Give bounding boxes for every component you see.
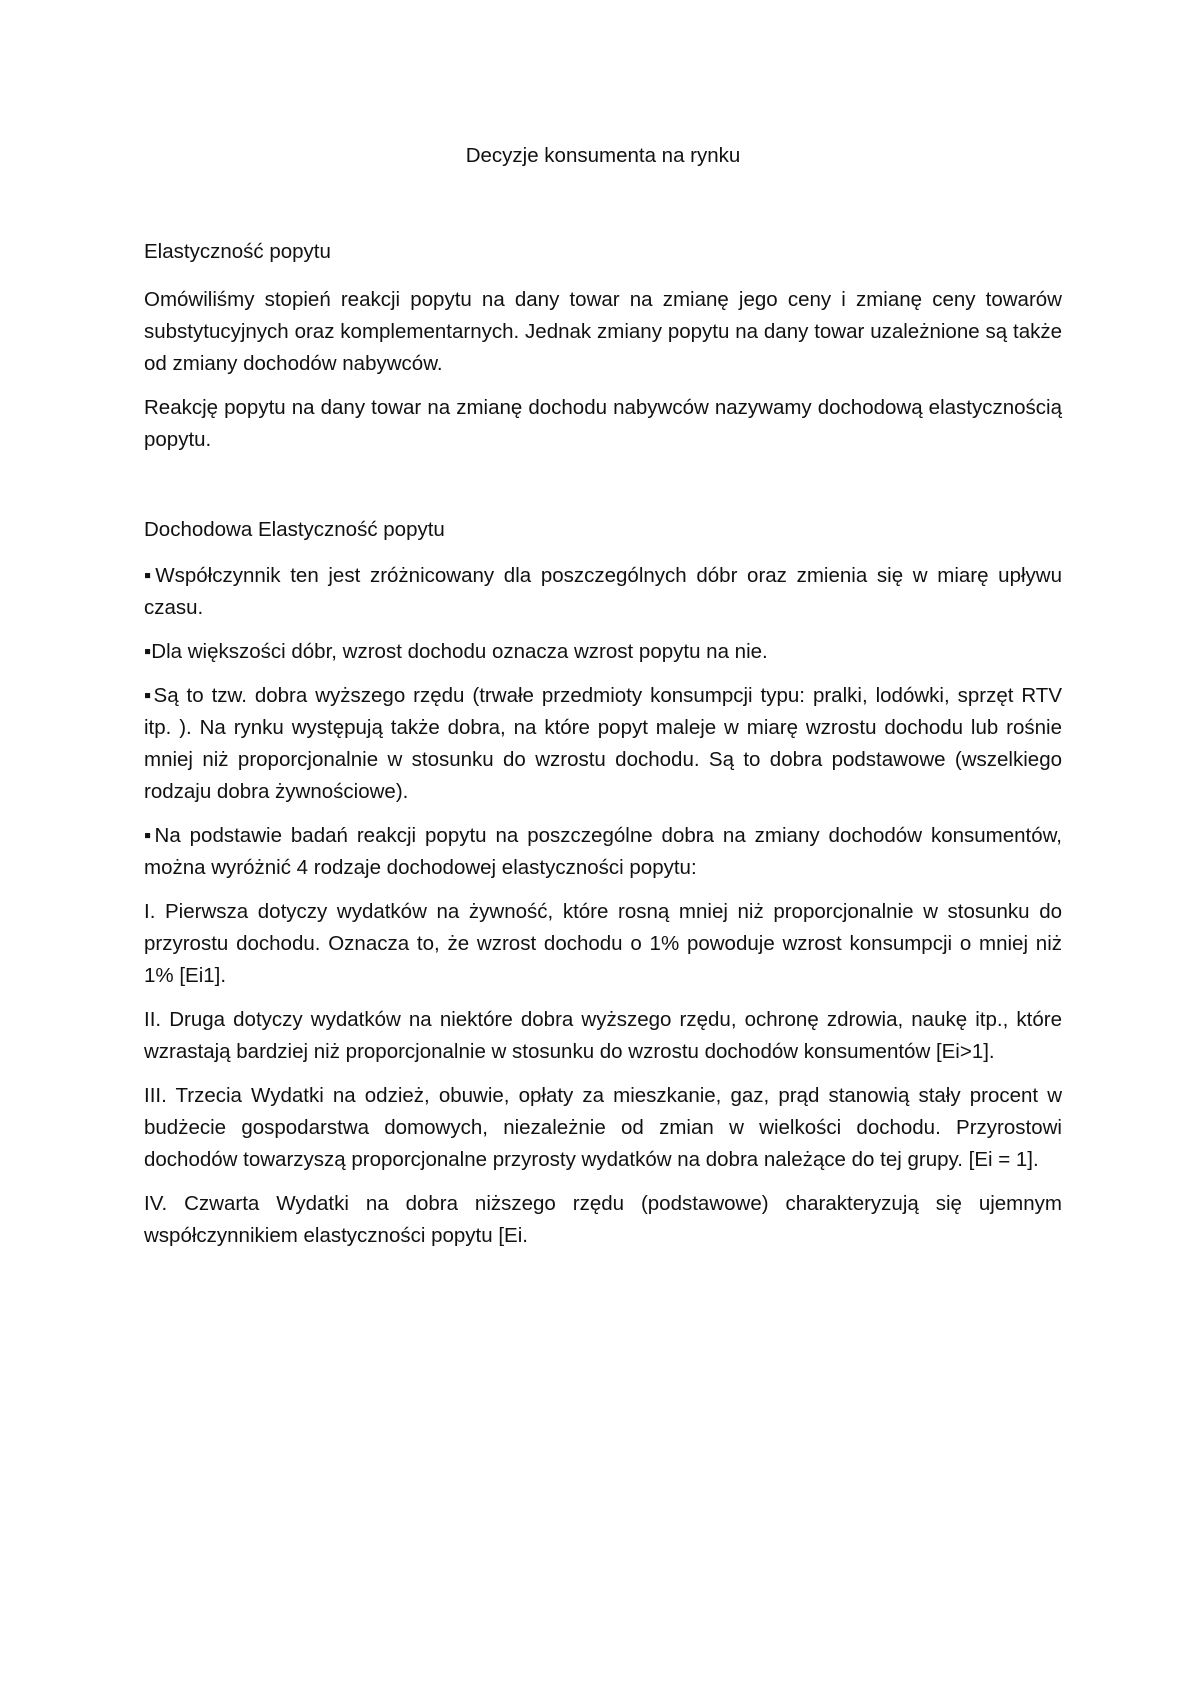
document-title: Decyzje konsumenta na rynku bbox=[465, 144, 741, 167]
section-heading-elasticity: Elastyczność popytu bbox=[144, 240, 331, 263]
paragraph-income-elasticity-definition: Reakcję popytu na dany towar na zmianę dochodu nabywców nazywamy dochodową elastycznością popytu. bbox=[144, 396, 1062, 451]
bullet-item: ▪Dla większości dóbr, wzrost dochodu oznacza wzrost popytu na nie. bbox=[144, 640, 768, 663]
numbered-item-third: III. Trzecia Wydatki na odzież, obuwie, opłaty za mieszkanie, gaz, prąd stanowią stały procent w budżecie gospodarstwa domowych, niezależnie od zmian w wielkości dochodu. Przyrostowi dochodów towarzyszą proporcjonalne przyrosty wydatków na dobra należące do tej grupy. [Ei = 1]. bbox=[144, 1084, 1062, 1171]
paragraph-intro: Omówiliśmy stopień reakcji popytu na dany towar na zmianę jego ceny i zmianę ceny towarów substytucyjnych oraz komplementarnych. Jednak zmiany popytu na dany towar uzależnione są także od zmiany dochodów nabywców. bbox=[144, 288, 1062, 375]
bullet-item: ▪Współczynnik ten jest zróżnicowany dla poszczególnych dóbr oraz zmienia się w miarę upływu czasu. bbox=[144, 564, 1062, 619]
document-body bbox=[144, 140, 1062, 1252]
numbered-item-fourth: IV. Czwarta Wydatki na dobra niższego rzędu (podstawowe) charakteryzują się ujemnym współczynnikiem elastyczności popytu [Ei. bbox=[144, 1192, 1062, 1247]
numbered-item-second: II. Druga dotyczy wydatków na niektóre dobra wyższego rzędu, ochronę zdrowia, naukę itp., które wzrastają bardziej niż proporcjonalnie w stosunku do wzrostu dochodów konsumentów [Ei>1]. bbox=[144, 1008, 1062, 1063]
numbered-item-first: I. Pierwsza dotyczy wydatków na żywność, które rosną mniej niż proporcjonalnie w stosunku do przyrostu dochodu. Oznacza to, że wzrost dochodu o 1% powoduje wzrost konsumpcji o mniej niż 1% [Ei1]. bbox=[144, 900, 1062, 987]
bullet-item: ▪Na podstawie badań reakcji popytu na poszczególne dobra na zmiany dochodów konsumentów, można wyróżnić 4 rodzaje dochodowej elastyczności popytu: bbox=[144, 824, 1062, 879]
bullet-item: ▪Są to tzw. dobra wyższego rzędu (trwałe przedmioty konsumpcji typu: pralki, lodówki, sprzęt RTV itp. ). Na rynku występują także dobra, na które popyt maleje w miarę wzrostu dochodu lub rośnie mniej niż proporcjonalnie w stosunku do wzrostu dochodu. Są to dobra podstawowe (wszelkiego rodzaju dobra żywnościowe). bbox=[144, 684, 1062, 803]
section-heading-income-elasticity: Dochodowa Elastyczność popytu bbox=[144, 518, 445, 541]
